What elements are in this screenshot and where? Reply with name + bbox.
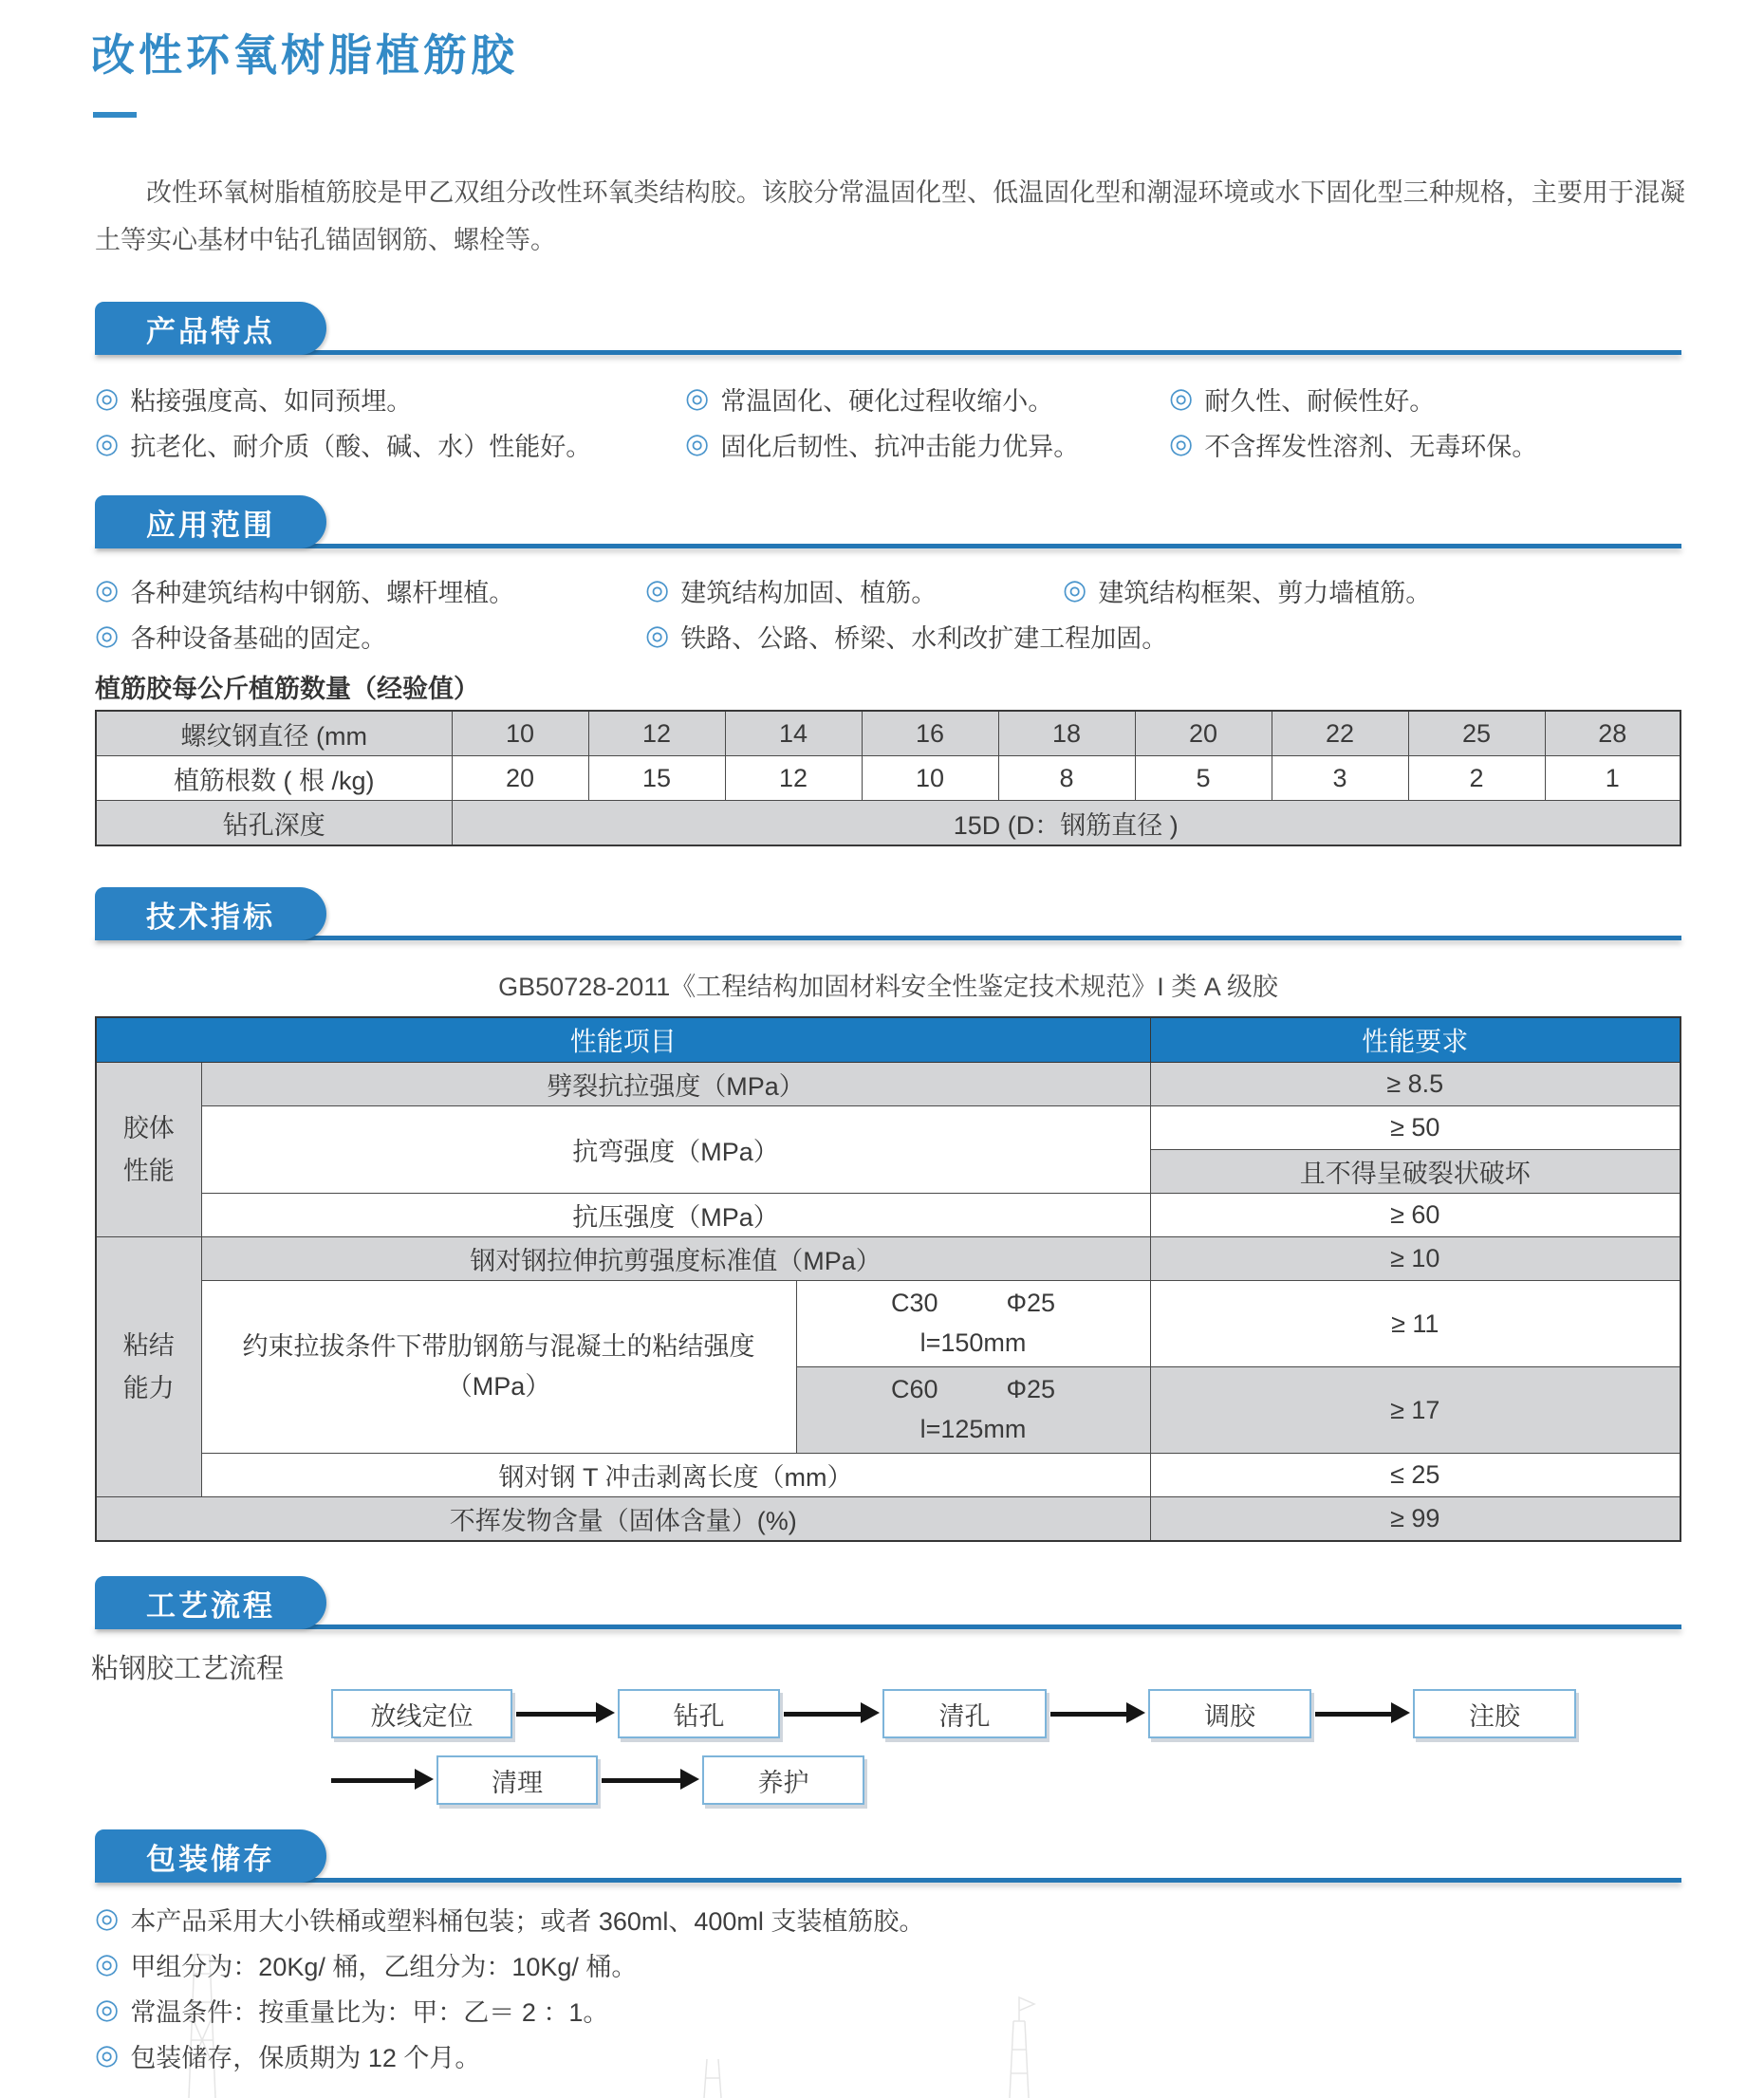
packaging-text: 包装储存，保质期为 12 个月。 xyxy=(130,2043,481,2072)
packaging-text: 常温条件：按重量比为：甲：乙＝ 2 ：1。 xyxy=(130,1997,609,2027)
section-rule xyxy=(95,1878,1681,1883)
application-text: 铁路、公路、桥梁、水利改扩建工程加固。 xyxy=(680,623,1168,653)
table-row xyxy=(96,1237,1680,1281)
packaging-item xyxy=(95,1991,608,2029)
spec-item: 钢对钢拉伸抗剪强度标准值（MPa） xyxy=(201,1237,1150,1281)
spec-table xyxy=(95,1016,1681,1542)
feature-text: 抗老化、耐介质（酸、碱、水）性能好。 xyxy=(130,432,592,461)
diameter-value: 20 xyxy=(1135,711,1272,756)
spec-item: 钢对钢 T 冲击剥离长度（mm） xyxy=(201,1454,1150,1497)
table-row xyxy=(96,711,1680,756)
application-item xyxy=(95,571,514,609)
table-row xyxy=(96,756,1680,801)
table-row xyxy=(96,1281,1680,1367)
application-text: 各种建筑结构中钢筋、螺杆埋植。 xyxy=(130,578,515,607)
bullet-icon: ◎ xyxy=(1169,428,1194,459)
diameter-value: 14 xyxy=(725,711,862,756)
application-item xyxy=(645,571,937,609)
diameter-value: 25 xyxy=(1408,711,1545,756)
section-rule xyxy=(95,1625,1681,1629)
spec-item: 劈裂抗拉强度（MPa） xyxy=(201,1063,1150,1106)
flow-step: 放线定位 xyxy=(331,1689,512,1738)
feature-item xyxy=(95,425,591,463)
feature-text: 粘接强度高、如同预埋。 xyxy=(130,386,413,416)
diameter-value: 28 xyxy=(1545,711,1680,756)
bullet-icon: ◎ xyxy=(95,574,120,605)
row-label: 钻孔深度 xyxy=(96,801,452,846)
application-text: 各种设备基础的固定。 xyxy=(130,623,387,653)
spec-item: 约束拉拔条件下带肋钢筋与混凝土的粘结强度 （MPa） xyxy=(201,1281,796,1454)
spec-req: ≥ 10 xyxy=(1150,1237,1680,1281)
count-value: 8 xyxy=(998,756,1135,801)
section-rule xyxy=(95,936,1681,940)
row-label: 螺纹钢直径 (mm xyxy=(96,711,452,756)
section-heading-features: 产品特点 xyxy=(95,302,326,355)
bullet-icon: ◎ xyxy=(95,382,120,414)
count-value: 20 xyxy=(452,756,588,801)
application-item xyxy=(645,617,1167,655)
feature-text: 常温固化、硬化过程收缩小。 xyxy=(720,386,1054,416)
bullet-icon: ◎ xyxy=(1169,382,1194,414)
section-heading-process: 工艺流程 xyxy=(95,1576,326,1629)
bullet-icon: ◎ xyxy=(685,428,710,459)
bullet-icon: ◎ xyxy=(95,620,120,651)
rebar-quantity-table xyxy=(95,710,1681,846)
spec-req: ≥ 17 xyxy=(1150,1367,1680,1454)
bullet-icon: ◎ xyxy=(645,574,670,605)
diameter-value: 18 xyxy=(998,711,1135,756)
bullet-icon: ◎ xyxy=(95,428,120,459)
spec-condition: C60 Φ25 l=125mm xyxy=(796,1367,1150,1454)
bullet-icon: ◎ xyxy=(1063,574,1087,605)
packaging-text: 甲组分为：20Kg/ 桶，乙组分为：10Kg/ 桶。 xyxy=(130,1952,638,1981)
diameter-value: 10 xyxy=(452,711,588,756)
diameter-value: 16 xyxy=(862,711,998,756)
spec-req: 且不得呈破裂状破坏 xyxy=(1150,1150,1680,1194)
table-row xyxy=(96,1017,1680,1063)
section-heading-applications: 应用范围 xyxy=(95,495,326,548)
column-header-req: 性能要求 xyxy=(1150,1017,1680,1063)
depth-value: 15D (D：钢筋直径 ) xyxy=(452,801,1680,846)
spec-req: ≥ 60 xyxy=(1150,1194,1680,1237)
section-heading-specs: 技术指标 xyxy=(95,887,326,940)
feature-item xyxy=(1169,425,1537,463)
table-row xyxy=(96,1454,1680,1497)
feature-item xyxy=(95,380,412,418)
feature-item xyxy=(685,425,1079,463)
spec-req: ≥ 50 xyxy=(1150,1106,1680,1150)
page-title: 改性环氧树脂植筋胶 xyxy=(91,30,518,80)
rebar-table-caption: 植筋胶每公斤植筋数量（经验值） xyxy=(95,675,479,703)
bullet-icon: ◎ xyxy=(95,1994,120,2025)
group-label: 粘结能力 xyxy=(96,1237,201,1497)
group-label: 胶体性能 xyxy=(96,1063,201,1237)
flow-step: 清孔 xyxy=(882,1689,1047,1738)
row-label: 植筋根数 ( 根 /kg) xyxy=(96,756,452,801)
diameter-value: 22 xyxy=(1272,711,1408,756)
bullet-icon: ◎ xyxy=(95,1948,120,1979)
section-heading-packaging: 包装储存 xyxy=(95,1829,326,1883)
table-row xyxy=(96,801,1680,846)
spec-item: 抗压强度（MPa） xyxy=(201,1194,1150,1237)
count-value: 2 xyxy=(1408,756,1545,801)
flow-step: 注胶 xyxy=(1413,1689,1576,1738)
count-value: 15 xyxy=(588,756,725,801)
flow-subtitle: 粘钢胶工艺流程 xyxy=(91,1654,285,1684)
feature-text: 耐久性、耐候性好。 xyxy=(1204,386,1436,416)
feature-item xyxy=(1169,380,1435,418)
count-value: 5 xyxy=(1135,756,1272,801)
bullet-icon: ◎ xyxy=(645,620,670,651)
table-row xyxy=(96,1194,1680,1237)
count-value: 12 xyxy=(725,756,862,801)
feature-text: 不含挥发性溶剂、无毒环保。 xyxy=(1204,432,1538,461)
packaging-text: 本产品采用大小铁桶或塑料桶包装；或者 360ml、400ml 支装植筋胶。 xyxy=(130,1906,925,1936)
count-value: 10 xyxy=(862,756,998,801)
count-value: 1 xyxy=(1545,756,1680,801)
title-dash xyxy=(93,112,137,118)
bullet-icon: ◎ xyxy=(95,2039,120,2070)
feature-text: 固化后韧性、抗冲击能力优异。 xyxy=(720,432,1080,461)
diameter-value: 12 xyxy=(588,711,725,756)
spec-item: 不挥发物含量（固体含量）(%) xyxy=(96,1497,1150,1542)
table-row xyxy=(96,1106,1680,1150)
bullet-icon: ◎ xyxy=(95,1903,120,1934)
packaging-item xyxy=(95,1900,924,1938)
spec-req: ≥ 8.5 xyxy=(1150,1063,1680,1106)
spec-req: ≤ 25 xyxy=(1150,1454,1680,1497)
flow-step: 清理 xyxy=(436,1755,598,1805)
packaging-item xyxy=(95,2036,480,2074)
column-header-item: 性能项目 xyxy=(96,1017,1150,1063)
section-rule xyxy=(95,544,1681,548)
spec-condition: C30 Φ25 l=150mm xyxy=(796,1281,1150,1367)
application-text: 建筑结构框架、剪力墙植筋。 xyxy=(1098,578,1432,607)
flow-step: 钻孔 xyxy=(618,1689,780,1738)
flow-step: 调胶 xyxy=(1148,1689,1311,1738)
bullet-icon: ◎ xyxy=(685,382,710,414)
application-item xyxy=(1063,571,1431,609)
spec-req: ≥ 11 xyxy=(1150,1281,1680,1367)
application-text: 建筑结构加固、植筋。 xyxy=(680,578,938,607)
intro-paragraph: 改性环氧树脂植筋胶是甲乙双组分改性环氧类结构胶。该胶分常温固化型、低温固化型和潮湿环境或水下固化型三种规格，主要用于混凝土等实心基材中钻孔锚固钢筋、螺栓等。 xyxy=(95,178,1685,254)
count-value: 3 xyxy=(1272,756,1408,801)
application-item xyxy=(95,617,386,655)
flow-step: 养护 xyxy=(702,1755,864,1805)
standard-note: GB50728-2011《工程结构加固材料安全性鉴定技术规范》I 类 A 级胶 xyxy=(498,973,1278,1001)
spec-req: ≥ 99 xyxy=(1150,1497,1680,1542)
packaging-item xyxy=(95,1945,637,1983)
table-row xyxy=(96,1063,1680,1106)
feature-item xyxy=(685,380,1053,418)
spec-item: 抗弯强度（MPa） xyxy=(201,1106,1150,1194)
table-row xyxy=(96,1497,1680,1542)
section-rule xyxy=(95,350,1681,355)
